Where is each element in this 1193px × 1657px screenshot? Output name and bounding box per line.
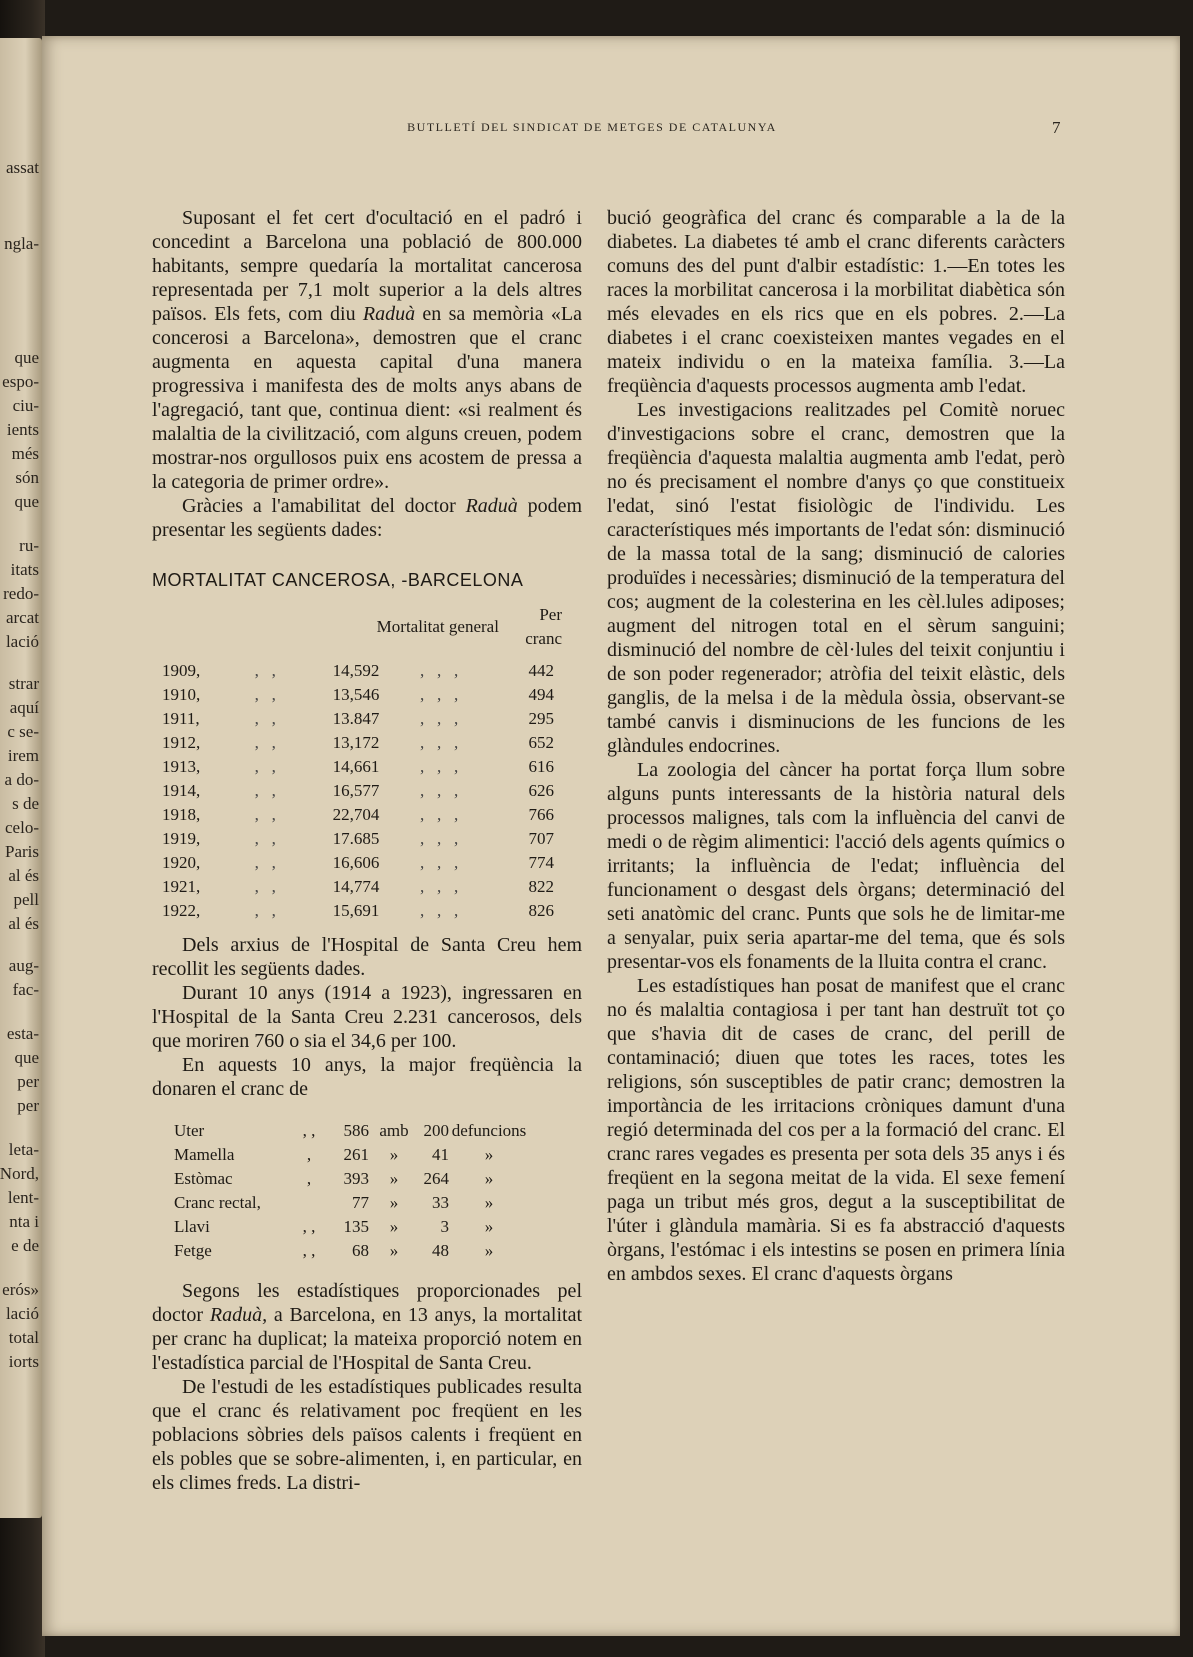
paragraph: En aquests 10 anys, la major freqüència la donaren el cranc de (152, 1054, 582, 1100)
previous-page-text: al és (8, 866, 39, 885)
paragraph: Dels arxius de l'Hospital de Santa Creu hem recollit les següents dades. (152, 934, 582, 980)
cranc-cell: 707 (528, 829, 554, 848)
dot-leader: , , (254, 901, 276, 920)
previous-page-text: erós» (2, 1280, 39, 1299)
previous-page-text: Nord, (0, 1164, 39, 1183)
previous-page-text: que (14, 492, 39, 511)
dot-leader: , (306, 1169, 312, 1188)
cranc-cell: 442 (528, 661, 554, 680)
previous-page-text: s de (12, 794, 39, 813)
previous-page-text: strar (8, 674, 39, 693)
deaths-cell: 41 (432, 1145, 449, 1164)
dot-leader: , , (254, 709, 276, 728)
year-cell: 1921, (162, 877, 201, 896)
cases-cell: 135 (343, 1217, 369, 1236)
year-cell: 1919, (162, 829, 201, 848)
organ-name: Mamella (174, 1145, 235, 1164)
organ-name: Uter (174, 1121, 205, 1140)
dot-leader: , , (302, 1241, 316, 1260)
running-head: BUTLLETÍ DEL SINDICAT DE METGES DE CATALUNYA (407, 120, 777, 134)
previous-page-text: total (8, 1328, 39, 1347)
previous-page-text: ngla- (4, 234, 39, 253)
previous-page-text: Paris (5, 842, 39, 861)
table-row (162, 827, 562, 851)
general-cell: 13,546 (332, 685, 380, 704)
dot-leader: , , , (420, 877, 459, 896)
table-row (162, 731, 562, 755)
paragraph: Les investigacions realitzades pel Comitè noruec d'investigacions sobre el cranc, demostren que la freqüència d'aquesta malaltia augmenta amb l'edat, però no és precisament el nombre d'anys ço que constitueix l'edat, sinó l'estat fisiològic de l'individu. Les característiques més importants de l'edat són: disminució de la massa total de la sang; disminució de calories produïdes i necessàries; disminució de la temperatura del cos; augment de la colesterina en les cèl.lules adiposes; augment del nitrogen total en el sèrum sanguini; disminució del nombre de cèl·lules del teixit conjuntiu i de son poder regenerador; atròfia del teixit elàstic, dels ganglis, de la melsa i de la mèdula òssia, observant-se també canvis i disminucions de les funcions de les glàndules endocrines. (607, 399, 1065, 757)
connector-cell: » (389, 1193, 399, 1212)
table-row (174, 1191, 529, 1215)
previous-page-text: iorts (8, 1352, 39, 1371)
table-row (174, 1143, 529, 1167)
previous-page-text: itats (10, 560, 39, 579)
dot-leader: , , , (420, 685, 459, 704)
connector-cell: » (389, 1145, 399, 1164)
cranc-cell: 826 (528, 901, 554, 920)
previous-page-text: al és (8, 914, 39, 933)
cranc-cell: 616 (528, 757, 554, 776)
previous-page-text: espo- (2, 372, 39, 391)
table-row (174, 1167, 529, 1191)
dot-leader: , , , (420, 853, 459, 872)
organ-name: Cranc rectal, (174, 1193, 261, 1212)
previous-page-text: assat (5, 158, 39, 177)
deaths-cell: 48 (432, 1241, 449, 1260)
general-cell: 14,592 (332, 661, 380, 680)
mortality-table (162, 603, 562, 923)
cranc-cell: 626 (528, 781, 554, 800)
dot-leader: , , (254, 805, 276, 824)
table-row (162, 755, 562, 779)
cases-cell: 77 (352, 1193, 369, 1212)
organ-table (174, 1119, 529, 1263)
previous-page-text: c se- (7, 722, 39, 741)
connector-cell: » (389, 1241, 399, 1260)
previous-page-text: són (15, 468, 39, 487)
page-number: 7 (1052, 118, 1061, 137)
year-cell: 1913, (162, 757, 201, 776)
previous-page-text: nta i (9, 1212, 39, 1231)
dot-leader: , , (254, 829, 276, 848)
cranc-cell: 774 (528, 853, 554, 872)
dot-leader: , , , (420, 709, 459, 728)
previous-page-text: a do- (4, 770, 39, 789)
dot-leader (294, 1191, 324, 1215)
previous-page-text: que (14, 348, 39, 367)
dot-leader: , , , (420, 781, 459, 800)
dot-leader: , , , (420, 829, 459, 848)
right-column (607, 206, 1065, 1286)
previous-page-text: que (14, 1048, 39, 1067)
previous-page-edge (0, 38, 42, 1518)
deaths-cell: 200 (423, 1121, 449, 1140)
previous-page-text: lent- (7, 1188, 39, 1207)
previous-page-text: aug- (8, 956, 39, 975)
organ-name: Estòmac (174, 1169, 233, 1188)
table-row (162, 659, 562, 683)
cases-cell: 261 (343, 1145, 369, 1164)
unit-cell: defuncions (451, 1121, 527, 1140)
deaths-cell: 264 (423, 1169, 449, 1188)
table-row (174, 1239, 529, 1263)
table-row (162, 851, 562, 875)
table-row (174, 1215, 529, 1239)
previous-page-text: ciu- (12, 396, 39, 415)
dot-leader: , , , (420, 901, 459, 920)
table-row (162, 779, 562, 803)
previous-page-text: ients (6, 420, 39, 439)
connector-cell: » (389, 1169, 399, 1188)
connector-cell: » (389, 1217, 399, 1236)
paragraph: bució geogràfica del cranc és comparable a la de la diabetes. La diabetes té amb el cranc diferents caràcters comuns des del punt d'albir estadístic: 1.—En totes les races la morbilitat cancerosa i la morbilitat diabètica són més elevades en els rics que en els pobres. 2.—La diabetes i el cranc coexisteixen mantes vegades en el mateix individu o en la mateixa família. 3.—La freqüència d'aquests processos augmenta amb l'edat. (607, 207, 1065, 397)
unit-cell: » (484, 1241, 494, 1260)
previous-page-text: esta- (6, 1024, 39, 1043)
unit-cell: » (484, 1145, 494, 1164)
general-cell: 17.685 (332, 829, 380, 848)
dot-leader: , , (254, 877, 276, 896)
general-cell: 13,172 (332, 733, 380, 752)
book-page (42, 36, 1180, 1636)
paragraph: De l'estudi de les estadístiques publicades resulta que el cranc és relativament poc freqüent en les poblacions sòbries dels països calents i freqüent en els pobles que se sobre-alimenten, i, en particular, en els climes freds. La distri- (152, 1376, 582, 1494)
previous-page-text: lació (5, 632, 39, 651)
column-header-cranc: Per cranc (525, 605, 562, 648)
left-column (152, 206, 582, 1495)
paragraph: Suposant el fet cert d'ocultació en el padró i concedint a Barcelona una població de 800.000 habitants, sempre quedaría la mortalitat cancerosa representada per 7,1 molt superior a la dels altres països. Els fets, com diu Raduà en sa memòria «La concerosi a Barcelona», demostren que el cranc augmenta en aquesta capital d'una manera progressiva i manifesta des de molts anys abans de l'agregació, tant que, continua dient: «si realment és malaltia de la civilització, com alguns creuen, podem mostrar-nos orgullosos puix ens acostem de pressa a la categoria de primer ordre». (152, 207, 582, 493)
general-cell: 14,774 (332, 877, 380, 896)
unit-cell: » (484, 1169, 494, 1188)
previous-page-text: celo- (5, 818, 39, 837)
organ-name: Llavi (174, 1217, 210, 1236)
general-cell: 15,691 (332, 901, 380, 920)
previous-page-text: arcat (5, 608, 39, 627)
cases-cell: 393 (343, 1169, 369, 1188)
dot-leader: , , , (420, 757, 459, 776)
dot-leader: , , (254, 781, 276, 800)
dot-leader: , , , (420, 661, 459, 680)
general-cell: 16,577 (332, 781, 380, 800)
year-cell: 1912, (162, 733, 201, 752)
previous-page-text: lació (5, 1304, 39, 1323)
dot-leader: , , (254, 661, 276, 680)
dot-leader: , , (254, 757, 276, 776)
cranc-cell: 766 (528, 805, 554, 824)
organ-name: Fetge (174, 1241, 212, 1260)
year-cell: 1918, (162, 805, 201, 824)
year-cell: 1920, (162, 853, 201, 872)
year-cell: 1922, (162, 901, 201, 920)
previous-page-text: fac- (12, 980, 39, 999)
cranc-cell: 295 (528, 709, 554, 728)
previous-page-text: e de (11, 1236, 39, 1255)
table-title: MORTALITAT CANCEROSA, -BARCELONA (152, 570, 524, 590)
previous-page-text: pell (13, 890, 39, 909)
deaths-cell: 33 (432, 1193, 449, 1212)
general-cell: 14,661 (332, 757, 380, 776)
dot-leader: , , (254, 853, 276, 872)
year-cell: 1911, (162, 709, 200, 728)
previous-page-text: leta- (8, 1140, 39, 1159)
year-cell: 1910, (162, 685, 201, 704)
column-header-general: Mortalitat general (376, 617, 499, 636)
connector-cell: amb (379, 1121, 409, 1140)
cranc-cell: 494 (528, 685, 554, 704)
dot-leader: , , (254, 685, 276, 704)
table-row (162, 707, 562, 731)
cranc-cell: 652 (528, 733, 554, 752)
unit-cell: » (484, 1193, 494, 1212)
dot-leader: , , , (420, 805, 459, 824)
table-row (162, 803, 562, 827)
general-cell: 13.847 (332, 709, 380, 728)
cranc-cell: 822 (528, 877, 554, 896)
dot-leader: , , (302, 1121, 316, 1140)
previous-page-text: més (11, 444, 39, 463)
table-row (162, 875, 562, 899)
dot-leader: , , , (420, 733, 459, 752)
table-row (174, 1119, 529, 1143)
previous-page-text: irem (7, 746, 39, 765)
dot-leader: , , (254, 733, 276, 752)
previous-page-text: per (17, 1072, 39, 1091)
dot-leader: , , (302, 1217, 316, 1236)
deaths-cell: 3 (440, 1217, 449, 1236)
previous-page-text: redo- (3, 584, 39, 603)
previous-page-text: ru- (19, 536, 39, 555)
previous-page-text: aquí (9, 698, 39, 717)
general-cell: 16,606 (332, 853, 380, 872)
paragraph: La zoologia del càncer ha portat força llum sobre alguns punts interessants de la història natural dels processos malignes, tals com la influència del canvi de medi o de règim alimentici: l'acció dels agents químics o irritants; la influència de l'edat; influència del funcionament o desgast dels òrgans; determinació del seti anatòmic del cranc. Punts que sols he de limitar-me a senyalar, puix seria apartar-me del tema, que és sols presentar-vos els fonaments de la lluita contra el cranc. (607, 759, 1065, 973)
dot-leader: , (306, 1145, 312, 1164)
year-cell: 1914, (162, 781, 201, 800)
cases-cell: 68 (352, 1241, 369, 1260)
paragraph: Gràcies a l'amabilitat del doctor Raduà podem presentar les següents dades: (152, 495, 583, 541)
general-cell: 22,704 (332, 805, 380, 824)
year-cell: 1909, (162, 661, 201, 680)
table-row (162, 683, 562, 707)
paragraph: Les estadístiques han posat de manifest que el cranc no és malaltia contagiosa i per tant han destruït tot ço que s'havia dit de cases de cranc, del perill de contaminació; diuen que totes les races, totes les religions, són susceptibles de patir cranc; demostren la importància de les irritacions cròniques damunt d'una regió determinada del cos per a la formació del cranc. El cranc rares vegades es presenta per sota dels 35 anys i és freqüent en la segona meitat de la vida. El sexe femení paga un tribut més gros, degut a la susceptibilitat de l'úter i glàndula mamària. Si es fa abstracció d'aquests òrgans, l'estómac i els intestins se posen en primera línia en ambdos sexes. El cranc d'aquests òrgans (607, 975, 1065, 1285)
paragraph: Durant 10 anys (1914 a 1923), ingressaren en l'Hospital de la Santa Creu 2.231 cancerosos, dels que moriren 760 o sia el 34,6 per 100. (152, 982, 582, 1052)
cases-cell: 586 (343, 1121, 369, 1140)
table-row (162, 899, 562, 923)
unit-cell: » (484, 1217, 494, 1236)
paragraph: Segons les estadístiques proporcionades pel doctor Raduà, a Barcelona, en 13 anys, la mortalitat per cranc ha duplicat; la mateixa proporció notem en l'estadística parcial de l'Hospital de Santa Creu. (152, 1280, 583, 1374)
previous-page-text: per (17, 1096, 39, 1115)
